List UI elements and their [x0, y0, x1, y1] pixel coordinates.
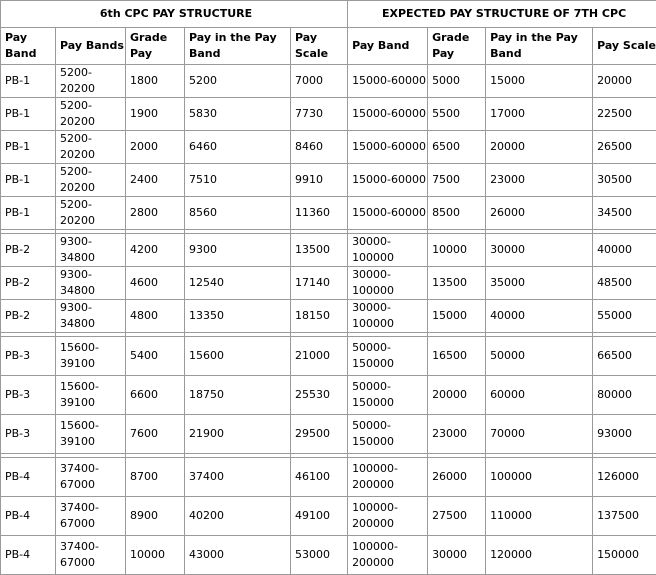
cell-pay-in-band-7: 17000: [486, 98, 593, 131]
cell-pay-in-band-7: 20000: [486, 131, 593, 164]
cell-pay-in-band-7: 30000: [486, 234, 593, 267]
table-row: [1, 267, 656, 300]
table-row: [1, 65, 656, 98]
cell-grade-pay-7: 10000: [428, 234, 486, 267]
cell-pay-scale-6: 8460: [291, 131, 348, 164]
cell-pay-scale-7: 93000: [593, 415, 656, 454]
cell-grade-pay-6: 5400: [126, 337, 185, 376]
table-row: [1, 234, 656, 267]
cell-pay-bands-6: 9300-34800: [56, 234, 126, 267]
col-pay-bands-6: Pay Bands: [56, 28, 126, 65]
cell-pay-band-6: PB-2: [1, 300, 56, 333]
table-row: [1, 415, 656, 454]
cell-pay-in-band-6: 15600: [185, 337, 291, 376]
cell-pay-scale-7: 40000: [593, 234, 656, 267]
cell-pay-bands-6: 5200-20200: [56, 164, 126, 197]
cell-pay-band-6: PB-4: [1, 458, 56, 497]
cell-pay-band-6: PB-4: [1, 497, 56, 536]
cell-pay-band-7: 30000-100000: [348, 234, 428, 267]
cell-grade-pay-7: 20000: [428, 376, 486, 415]
col-grade-pay-6: Grade Pay: [126, 28, 185, 65]
cell-pay-in-band-7: 23000: [486, 164, 593, 197]
cell-grade-pay-6: 8700: [126, 458, 185, 497]
cell-pay-bands-6: 5200-20200: [56, 98, 126, 131]
col-pay-in-band-6: Pay in the Pay Band: [185, 28, 291, 65]
cell-pay-in-band-6: 12540: [185, 267, 291, 300]
cell-pay-band-7: 15000-60000: [348, 65, 428, 98]
cell-pay-scale-7: 80000: [593, 376, 656, 415]
cell-grade-pay-7: 26000: [428, 458, 486, 497]
cell-grade-pay-6: 6600: [126, 376, 185, 415]
cell-pay-in-band-7: 40000: [486, 300, 593, 333]
cell-pay-band-7: 15000-60000: [348, 197, 428, 230]
cell-grade-pay-6: 1800: [126, 65, 185, 98]
cell-grade-pay-6: 8900: [126, 497, 185, 536]
cpc7-header: EXPECTED PAY STRUCTURE OF 7TH CPC: [348, 1, 656, 28]
cell-pay-bands-6: 5200-20200: [56, 197, 126, 230]
cell-pay-bands-6: 9300-34800: [56, 267, 126, 300]
cell-pay-scale-7: 20000: [593, 65, 656, 98]
cell-pay-band-6: PB-1: [1, 131, 56, 164]
cell-pay-band-6: PB-2: [1, 267, 56, 300]
cell-pay-band-6: PB-1: [1, 98, 56, 131]
cell-pay-band-6: PB-1: [1, 164, 56, 197]
cell-pay-in-band-6: 9300: [185, 234, 291, 267]
cell-pay-scale-7: 150000: [593, 536, 656, 575]
cell-grade-pay-6: 2400: [126, 164, 185, 197]
cpc6-header: 6th CPC PAY STRUCTURE: [1, 1, 348, 28]
col-pay-scale-6: Pay Scale: [291, 28, 348, 65]
cell-pay-band-6: PB-1: [1, 197, 56, 230]
cell-pay-scale-7: 22500: [593, 98, 656, 131]
cell-pay-scale-6: 18150: [291, 300, 348, 333]
cell-pay-band-7: 15000-60000: [348, 164, 428, 197]
cell-pay-in-band-7: 100000: [486, 458, 593, 497]
cell-grade-pay-6: 2800: [126, 197, 185, 230]
col-grade-pay-7: Grade Pay: [428, 28, 486, 65]
cell-pay-band-6: PB-3: [1, 337, 56, 376]
table-row: [1, 300, 656, 333]
cell-pay-in-band-6: 5200: [185, 65, 291, 98]
cell-pay-band-7: 50000-150000: [348, 376, 428, 415]
cell-pay-scale-6: 21000: [291, 337, 348, 376]
cell-grade-pay-7: 6500: [428, 131, 486, 164]
cell-grade-pay-6: 10000: [126, 536, 185, 575]
cell-pay-scale-7: 137500: [593, 497, 656, 536]
cell-pay-in-band-6: 8560: [185, 197, 291, 230]
cell-pay-scale-7: 66500: [593, 337, 656, 376]
cell-pay-in-band-6: 40200: [185, 497, 291, 536]
cell-pay-in-band-6: 37400: [185, 458, 291, 497]
table-row: [1, 536, 656, 575]
cell-pay-band-7: 15000-60000: [348, 131, 428, 164]
cell-pay-band-7: 100000-200000: [348, 497, 428, 536]
cell-grade-pay-6: 7600: [126, 415, 185, 454]
table-row: [1, 98, 656, 131]
cell-grade-pay-7: 7500: [428, 164, 486, 197]
cell-pay-band-6: PB-3: [1, 376, 56, 415]
cell-pay-scale-6: 53000: [291, 536, 348, 575]
cell-pay-in-band-7: 120000: [486, 536, 593, 575]
cell-pay-band-7: 50000-150000: [348, 415, 428, 454]
cell-pay-scale-6: 49100: [291, 497, 348, 536]
cell-pay-in-band-7: 15000: [486, 65, 593, 98]
cell-pay-in-band-6: 18750: [185, 376, 291, 415]
cell-pay-band-6: PB-3: [1, 415, 56, 454]
cell-pay-bands-6: 37400-67000: [56, 497, 126, 536]
cell-pay-scale-7: 55000: [593, 300, 656, 333]
cell-pay-in-band-6: 7510: [185, 164, 291, 197]
cell-grade-pay-7: 27500: [428, 497, 486, 536]
cell-grade-pay-7: 23000: [428, 415, 486, 454]
table-row: [1, 497, 656, 536]
cell-pay-scale-6: 11360: [291, 197, 348, 230]
cell-pay-scale-6: 7730: [291, 98, 348, 131]
cell-pay-scale-6: 7000: [291, 65, 348, 98]
cell-pay-band-7: 15000-60000: [348, 98, 428, 131]
cell-pay-band-7: 100000-200000: [348, 536, 428, 575]
cell-pay-bands-6: 5200-20200: [56, 131, 126, 164]
cell-pay-in-band-6: 5830: [185, 98, 291, 131]
cell-pay-band-7: 30000-100000: [348, 300, 428, 333]
cell-pay-band-7: 50000-150000: [348, 337, 428, 376]
cell-pay-bands-6: 15600-39100: [56, 337, 126, 376]
col-pay-scale-7: Pay Scale: [593, 28, 656, 65]
cell-pay-in-band-6: 13350: [185, 300, 291, 333]
cell-grade-pay-7: 8500: [428, 197, 486, 230]
table-row: [1, 131, 656, 164]
cell-pay-scale-7: 26500: [593, 131, 656, 164]
cell-pay-bands-6: 37400-67000: [56, 458, 126, 497]
cell-pay-band-6: PB-1: [1, 65, 56, 98]
col-pay-in-band-7: Pay in the Pay Band: [486, 28, 593, 65]
cell-grade-pay-6: 4600: [126, 267, 185, 300]
cell-pay-bands-6: 15600-39100: [56, 376, 126, 415]
cell-pay-scale-7: 48500: [593, 267, 656, 300]
cell-pay-band-7: 100000-200000: [348, 458, 428, 497]
cell-pay-scale-7: 126000: [593, 458, 656, 497]
cell-grade-pay-6: 4200: [126, 234, 185, 267]
table-row: [1, 458, 656, 497]
col-pay-band-6: Pay Band: [1, 28, 56, 65]
table-row: [1, 376, 656, 415]
cell-pay-scale-7: 30500: [593, 164, 656, 197]
cell-pay-in-band-7: 35000: [486, 267, 593, 300]
cell-pay-band-6: PB-4: [1, 536, 56, 575]
cell-pay-scale-7: 34500: [593, 197, 656, 230]
cell-pay-in-band-7: 50000: [486, 337, 593, 376]
cell-pay-scale-6: 17140: [291, 267, 348, 300]
cell-pay-scale-6: 9910: [291, 164, 348, 197]
col-pay-band-7: Pay Band: [348, 28, 428, 65]
cell-grade-pay-7: 5000: [428, 65, 486, 98]
table-row: [1, 164, 656, 197]
cell-grade-pay-7: 15000: [428, 300, 486, 333]
cell-pay-in-band-7: 26000: [486, 197, 593, 230]
cell-pay-bands-6: 15600-39100: [56, 415, 126, 454]
table-row: [1, 337, 656, 376]
table-row: [1, 197, 656, 230]
cell-pay-bands-6: 9300-34800: [56, 300, 126, 333]
cell-grade-pay-6: 1900: [126, 98, 185, 131]
cell-pay-scale-6: 46100: [291, 458, 348, 497]
cell-pay-scale-6: 29500: [291, 415, 348, 454]
cell-grade-pay-7: 16500: [428, 337, 486, 376]
cell-grade-pay-7: 30000: [428, 536, 486, 575]
cell-pay-band-6: PB-2: [1, 234, 56, 267]
cell-pay-in-band-7: 70000: [486, 415, 593, 454]
cell-grade-pay-6: 4800: [126, 300, 185, 333]
cell-grade-pay-6: 2000: [126, 131, 185, 164]
cell-pay-bands-6: 5200-20200: [56, 65, 126, 98]
cell-pay-in-band-7: 110000: [486, 497, 593, 536]
cell-grade-pay-7: 5500: [428, 98, 486, 131]
cell-pay-scale-6: 13500: [291, 234, 348, 267]
cell-pay-scale-6: 25530: [291, 376, 348, 415]
cell-pay-bands-6: 37400-67000: [56, 536, 126, 575]
cell-pay-band-7: 30000-100000: [348, 267, 428, 300]
cell-pay-in-band-6: 6460: [185, 131, 291, 164]
cell-pay-in-band-6: 43000: [185, 536, 291, 575]
cell-grade-pay-7: 13500: [428, 267, 486, 300]
cell-pay-in-band-7: 60000: [486, 376, 593, 415]
cell-pay-in-band-6: 21900: [185, 415, 291, 454]
